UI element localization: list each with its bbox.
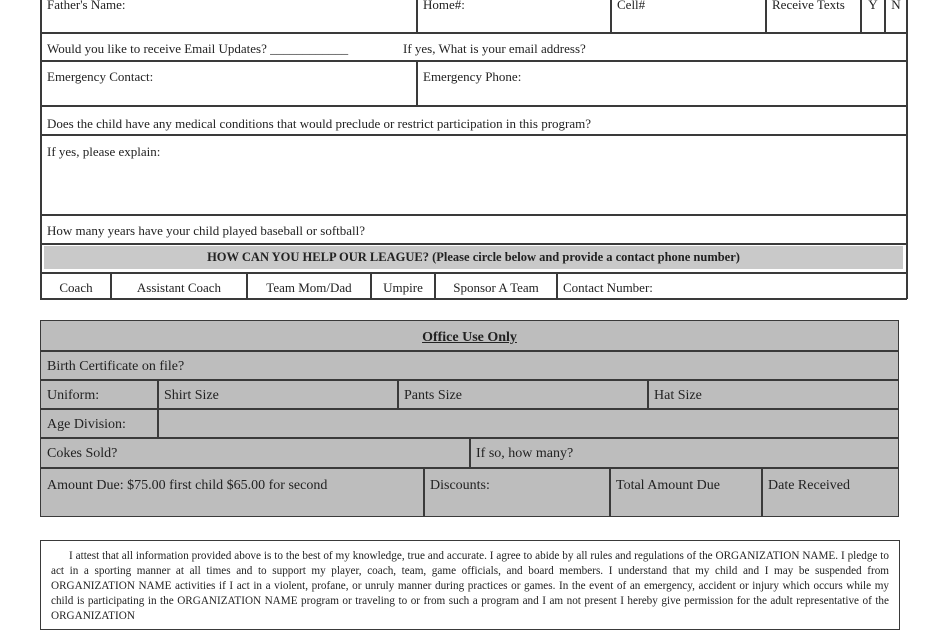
birth-certificate-label: Birth Certificate on file?: [47, 359, 185, 374]
help-league-header: HOW CAN YOU HELP OUR LEAGUE? (Please circle below and provide a contact phone number): [207, 250, 740, 264]
uniform-label: Uniform:: [47, 388, 100, 403]
receive-texts-yes[interactable]: Y: [868, 0, 878, 12]
attestation-text: I attest that all information provided above is to the best of my knowledge, true and accurate. I agree to abide by all rules and regulations of the ORGANIZATION NAME. I pledge to act in a sporting manner at all times and to support my player, coach, team, game officials, and board members. I understand that my child and I may be suspended from ORGANIZATION NAME activities if I act in a violent, profane, or unruly manner during practices or games. In the event of an emergency, accident or injury which occurs while my child is participating in the ORGANIZATION NAME program or traveling to or from such a program and I am not present I hereby give permission for the adult representative of the ORGANIZATION: [40, 540, 900, 630]
help-option-coach[interactable]: Coach: [59, 280, 93, 295]
hat-size-label: Hat Size: [654, 388, 702, 403]
shirt-size-label: Shirt Size: [164, 388, 219, 403]
total-amount-due-label: Total Amount Due: [616, 478, 721, 493]
cokes-sold-label: Cokes Sold?: [47, 446, 118, 461]
discounts-label: Discounts:: [430, 478, 490, 493]
years-played-question: How many years have your child played baseball or softball?: [47, 223, 366, 238]
age-division-label: Age Division:: [47, 417, 126, 432]
office-use-title: Office Use Only: [422, 330, 517, 345]
contact-number-label: Contact Number:: [563, 280, 653, 295]
receive-texts-no[interactable]: N: [891, 0, 901, 12]
help-option-assistant-coach[interactable]: Assistant Coach: [136, 280, 222, 295]
medical-explain-label: If yes, please explain:: [47, 144, 161, 159]
amount-due-label: Amount Due: $75.00 first child $65.00 for second: [47, 478, 328, 493]
pants-size-label: Pants Size: [404, 388, 462, 403]
home-phone-label: Home#:: [423, 0, 465, 12]
emergency-phone-label: Emergency Phone:: [423, 69, 522, 84]
help-option-team-mom-dad[interactable]: Team Mom/Dad: [266, 280, 352, 295]
date-received-label: Date Received: [768, 478, 851, 493]
email-address-label: If yes, What is your email address?: [403, 41, 586, 56]
medical-conditions-question: Does the child have any medical conditions that would preclude or restrict participation in this program?: [47, 116, 592, 131]
emergency-contact-label: Emergency Contact:: [47, 69, 154, 84]
cokes-how-many-label: If so, how many?: [476, 446, 574, 461]
help-option-sponsor-a-team[interactable]: Sponsor A Team: [453, 280, 539, 295]
fathers-name-label: Father's Name:: [47, 0, 126, 12]
cell-phone-label: Cell#: [617, 0, 646, 12]
help-option-umpire[interactable]: Umpire: [383, 280, 423, 295]
email-updates-question: Would you like to receive Email Updates? ____________: [47, 41, 349, 56]
receive-texts-label: Receive Texts: [772, 0, 845, 12]
